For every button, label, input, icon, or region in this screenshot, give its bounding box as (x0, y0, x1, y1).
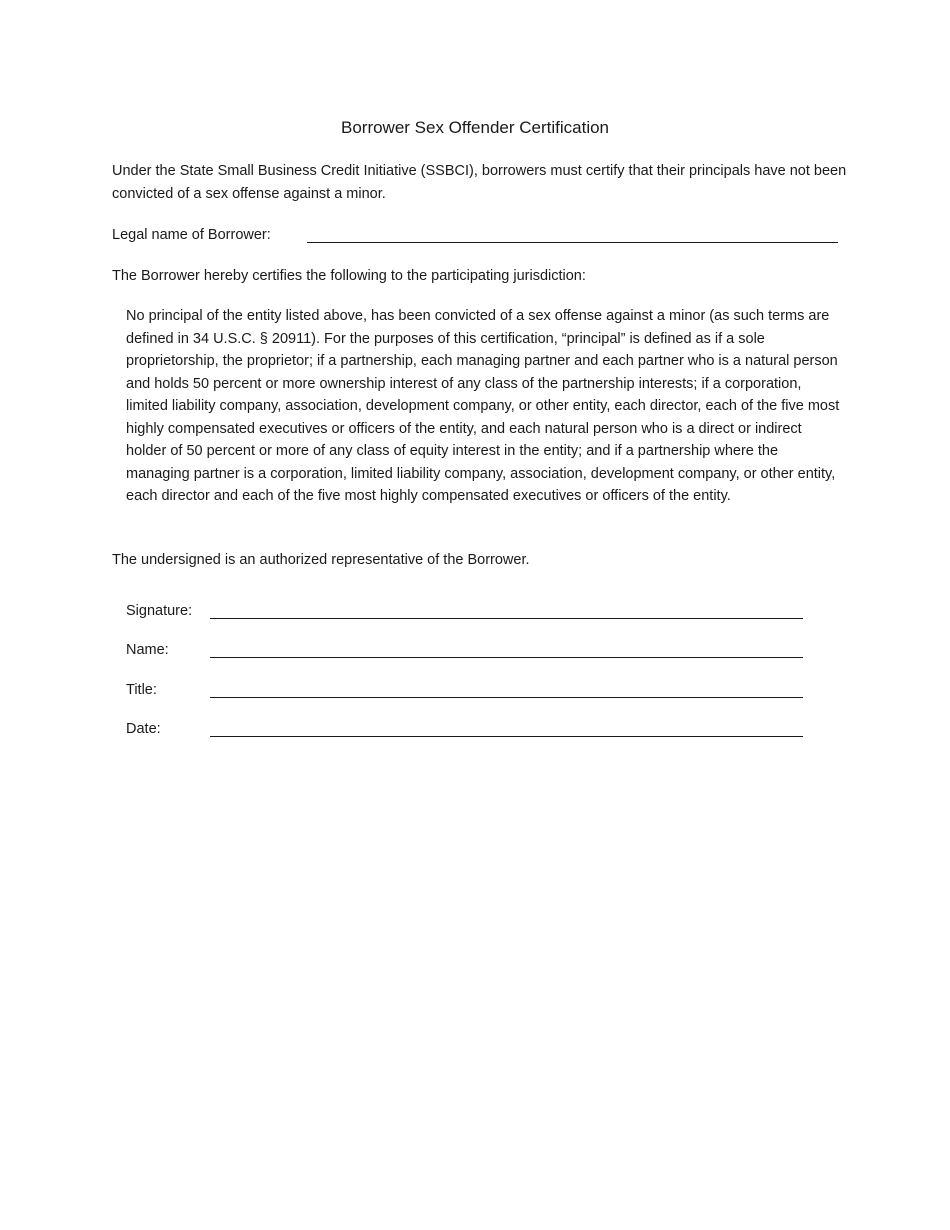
title-row (126, 679, 803, 701)
legal-name-label: Legal name of Borrower: (112, 227, 271, 243)
name-field[interactable] (210, 657, 803, 658)
signature-field[interactable] (210, 618, 803, 619)
date-field[interactable] (210, 736, 803, 737)
certification-body: No principal of the entity listed above, has been convicted of a sex offense against a minor (as such terms are defined in 34 U.S.C. § 20911). For the purposes of this certification, “principal” is defined as if a sole proprietorship, the proprietor; if a partnership, each managing partner and each partner who is a natural person and holds 50 percent or more ownership interest of any class of the partnership interests; if a corporation, limited liability company, association, development company, or other entity, each director, each of the five most highly compensated executives or officers of the entity, and each natural person who is a direct or indirect holder of 50 percent or more of any class of equity interest in the entity; and if a partnership where the managing partner is a corporation, limited liability company, association, development company, or other entity, each director and each of the five most highly compensated executives or officers of the entity. (126, 308, 840, 504)
undersigned-statement: The undersigned is an authorized representative of the Borrower. (112, 552, 530, 568)
date-label: Date: (126, 721, 161, 737)
document-title: Borrower Sex Offender Certification (340, 118, 610, 137)
title-label: Title: (126, 682, 157, 698)
name-label: Name: (126, 642, 169, 658)
signature-row (126, 600, 803, 622)
name-row (126, 639, 803, 661)
signature-label: Signature: (126, 603, 193, 619)
date-row (126, 718, 803, 740)
title-field[interactable] (210, 697, 803, 698)
legal-name-row (112, 224, 838, 246)
intro-paragraph: Under the State Small Business Credit Initiative (SSBCI), borrowers must certify that their principals have not been convicted of a sex offense against a minor. (112, 163, 847, 202)
certifies-statement: The Borrower hereby certifies the following to the participating jurisdiction: (112, 268, 586, 284)
legal-name-field[interactable] (307, 242, 838, 243)
